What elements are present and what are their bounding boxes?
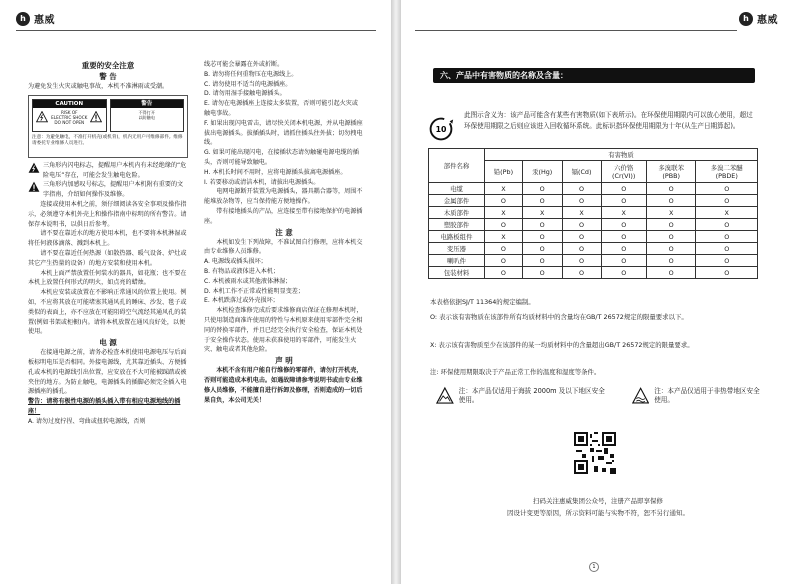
header-divider bbox=[16, 30, 376, 31]
table-cell: X bbox=[485, 183, 523, 195]
notice-intro: 本机如发生下列故障，不准试图自行修理，应将本机交由专业维修人员维修。 bbox=[204, 238, 363, 256]
declare-text: 本机不含有用户能自行维修的零部件，请勿打开机壳，否则可能造成本机电击。如遇故障请参考说明书或由专业维修人员维修，不能擅自进行拆卸及修理，否则造成的一切后果自负，本公司无关！ bbox=[204, 367, 363, 404]
power-item-a: A. 请勿过度拧捏、弯曲或扭转电源线，否则 bbox=[28, 417, 146, 425]
table-cell: O bbox=[562, 219, 601, 231]
notice-heading: 注 意 bbox=[275, 227, 293, 237]
table-cell: O bbox=[696, 243, 758, 255]
caution-label-box bbox=[28, 95, 188, 158]
lightning-symbol-text: 三角形内闪电标志，提醒用户本机内有未经绝缘的“危险电压”存在，可能会发生触电危险。 bbox=[43, 161, 187, 179]
lightning-triangle-icon bbox=[28, 162, 40, 174]
table-cell: O bbox=[646, 255, 696, 267]
table-cell: X bbox=[485, 231, 523, 243]
declare-heading: 声 明 bbox=[275, 356, 293, 366]
warning-label-line-1: 不得打开 bbox=[138, 109, 156, 115]
table-row-part: 电缆 bbox=[429, 183, 485, 195]
table-cell: X bbox=[485, 207, 523, 219]
exclamation-symbol-text: 三角形内加感叹号标志，提醒用户本机附有重要的文字指南，介绍如何操作及维修。 bbox=[43, 181, 184, 199]
altitude-note: 注：本产品仅适用于海拔 2000m 及以下地区安全使用。 bbox=[458, 386, 605, 404]
eco-period-text: 此图示含义为：该产品可能含有某些有害物质(如下表所示)。在环保使用期限内可以放心使用，超过环保使用期限之后则应该进入回收循环系统。此标识指环保使用期限为十年(从生产日期算起)。 bbox=[464, 111, 753, 130]
power-heading: 电 源 bbox=[99, 338, 117, 348]
table-cell: O bbox=[601, 219, 646, 231]
ground-para: 带有接地插头的产品，应连接至带有接地保护的电源插座。 bbox=[204, 207, 363, 225]
tropic-note-block bbox=[632, 386, 762, 406]
brand-logo-icon: h bbox=[16, 12, 30, 26]
table-cell: O bbox=[522, 243, 562, 255]
table-col-header: 多溴联苯 (PBB) bbox=[646, 161, 696, 183]
altitude-mountain-icon bbox=[436, 386, 454, 406]
altitude-note-block bbox=[436, 386, 606, 406]
safety-para: 连接或使用本机之前，须仔细阅读各安全事项及操作指示，必须遵守本机外壳上和操作指南中标明的所有警告。请保存本说明书，以供日后参考。 bbox=[28, 200, 187, 228]
table-cell: O bbox=[646, 231, 696, 243]
table-row-part: 变压器 bbox=[429, 243, 485, 255]
table-row-part: 喇叭件 bbox=[429, 255, 485, 267]
table-row bbox=[429, 243, 758, 255]
eco-period-intro bbox=[428, 110, 758, 142]
table-cell: O bbox=[485, 243, 523, 255]
table-col-header: 镉(Cd) bbox=[562, 161, 601, 183]
exclamation-triangle-icon bbox=[28, 181, 40, 193]
non-tropical-icon bbox=[632, 386, 649, 406]
caution-label-cn bbox=[110, 99, 185, 132]
table-header-group: 有害物质 bbox=[485, 149, 758, 161]
note-o: O: 表示该有害物质在该部件所有均质材料中的含量均在GB/T 26572规定的限量要求以下。 bbox=[430, 313, 688, 321]
safety-title: 重要的安全注意 bbox=[81, 61, 135, 70]
caution-label-en bbox=[32, 99, 107, 132]
table-col-header: 汞(Hg) bbox=[522, 161, 562, 183]
disconnect-para: 电网电源断开装置为电源插头，器具耦合器等，周围不能堆放杂物等，应当保持能方便地操作。 bbox=[204, 188, 363, 206]
table-row bbox=[429, 195, 758, 207]
table-cell: X bbox=[646, 207, 696, 219]
table-cell: X bbox=[696, 207, 758, 219]
table-cell: O bbox=[696, 267, 758, 279]
exclamation-triangle-icon bbox=[90, 111, 102, 123]
table-cell: O bbox=[646, 195, 696, 207]
table-cell: O bbox=[646, 219, 696, 231]
table-cell: O bbox=[696, 219, 758, 231]
warning-label-line-2: 以防触电 bbox=[138, 114, 156, 120]
safety-para: 本机上面严禁放置任何装水的器具，如花瓶；也不要在本机上放置任何形式的明火，如点亮的蜡烛。 bbox=[28, 269, 187, 287]
brand-header-left bbox=[16, 11, 55, 26]
table-cell: O bbox=[562, 267, 601, 279]
table-cell: O bbox=[601, 243, 646, 255]
table-cell: O bbox=[522, 267, 562, 279]
table-row bbox=[429, 183, 758, 195]
table-row bbox=[429, 267, 758, 279]
table-header-row bbox=[429, 149, 758, 161]
table-cell: O bbox=[485, 195, 523, 207]
table-row bbox=[429, 207, 758, 219]
left-page bbox=[0, 0, 391, 584]
fault-item: A. 电源线或插头损坏； bbox=[204, 258, 267, 266]
brand-header-right bbox=[739, 11, 778, 26]
table-cell: O bbox=[485, 219, 523, 231]
warning-heading: 警 告 bbox=[99, 72, 117, 81]
brand-name: 惠威 bbox=[757, 15, 778, 26]
table-cell: O bbox=[522, 255, 562, 267]
table-row bbox=[429, 219, 758, 231]
table-cell: X bbox=[601, 207, 646, 219]
table-cell: O bbox=[522, 195, 562, 207]
power-item: D. 请勿用湿手接触电源插头。 bbox=[204, 90, 286, 98]
table-cell: O bbox=[562, 231, 601, 243]
caution-label-note: 注意：为避免触电，不准打开机壳(或机背)，机内无用户可维修部件。维修请委托专业维修人员进行。 bbox=[32, 134, 183, 147]
table-header-part: 部件名称 bbox=[429, 149, 485, 183]
table-cell: O bbox=[696, 183, 758, 195]
table-cell: O bbox=[601, 183, 646, 195]
header-divider bbox=[415, 30, 737, 31]
safety-para: 请不要在靠近水的地方使用本机，也不要将本机淋湿或将任何液体滴落、溅到本机上。 bbox=[28, 230, 187, 248]
safety-para: 请不要在靠近任何热源（如散热器、暖气设备、炉灶或其它产生热量的设备）的地方安装和使用本机。 bbox=[28, 249, 187, 267]
safety-column-2 bbox=[204, 60, 364, 405]
table-row-part: 塑胶部件 bbox=[429, 219, 485, 231]
table-cell: O bbox=[601, 267, 646, 279]
brand-logo-icon: h bbox=[739, 12, 753, 26]
environmental-period-10-icon bbox=[428, 116, 454, 142]
table-cell: O bbox=[485, 267, 523, 279]
table-row-part: 电路板组件 bbox=[429, 231, 485, 243]
note-x: X: 表示该有害物质至少在该部件的某一均质材料中的含量超出GB/T 26572规定的限量要求。 bbox=[430, 341, 694, 349]
warning-label-header: 警告 bbox=[111, 100, 184, 108]
tropic-note: 注：本产品仅适用于非热带地区安全使用。 bbox=[654, 386, 760, 404]
fault-item: E. 本机跌落过或外壳损坏； bbox=[204, 297, 279, 305]
standard-note: 本表格依据SJ/T 11364的规定编制。 bbox=[430, 298, 535, 306]
table-cell: O bbox=[646, 243, 696, 255]
table-cell: O bbox=[646, 267, 696, 279]
table-col-header: 六价铬 (Cr(VI)) bbox=[601, 161, 646, 183]
power-item: C. 请勿使用不适当的电源插座。 bbox=[204, 80, 292, 88]
table-cell: O bbox=[696, 231, 758, 243]
section-title-bar: 六、产品中有害物质的名称及含量： bbox=[433, 68, 755, 83]
table-row-part: 金属部件 bbox=[429, 195, 485, 207]
power-warning: 警告：请将有极性电源的插头插入带有相应电源地线的插座！ bbox=[28, 398, 181, 415]
power-item: E. 请勿在电源插座上连接太多装置，否则可能引起火灾或触电事故。 bbox=[204, 100, 358, 117]
hazardous-substance-table bbox=[428, 148, 758, 279]
table-cell: O bbox=[601, 255, 646, 267]
table-cell: O bbox=[696, 195, 758, 207]
table-cell: O bbox=[696, 255, 758, 267]
table-cell: O bbox=[601, 231, 646, 243]
power-item: G. 如果可能出现闪电，在接插状态请勿触碰电源电缆的插头，否则可能导致触电。 bbox=[204, 149, 359, 166]
warning-text: 为避免发生火灾或触电事故，本机不准淋雨或受潮。 bbox=[28, 83, 169, 90]
table-row-part: 包装材料 bbox=[429, 267, 485, 279]
table-cell: X bbox=[522, 207, 562, 219]
fault-item: B. 有物品或液体进入本机； bbox=[204, 267, 280, 275]
safety-column-1 bbox=[28, 60, 188, 427]
caution-line-2: ELECTRIC SHOCK bbox=[51, 114, 88, 120]
table-cell: O bbox=[522, 219, 562, 231]
power-item: 线芯可能会暴露在外或折断。 bbox=[204, 61, 284, 68]
power-para: 在接通电源之前，请务必检查本机使用电源电压与后面板标明电压是否相同。外接电源线，尤其靠近插头、方便插孔或本机的电源线引出位置，应安放在不大可能被踩踏或被夹住的地方。为防止触电，电源插头的插脚必须完全插入电源插座的插孔。 bbox=[28, 349, 187, 396]
table-cell: O bbox=[646, 183, 696, 195]
table-row-part: 木质部件 bbox=[429, 207, 485, 219]
table-row bbox=[429, 231, 758, 243]
period-number: 10 bbox=[435, 125, 447, 135]
table-cell: O bbox=[562, 195, 601, 207]
brand-name: 惠威 bbox=[34, 15, 55, 26]
table-cell: O bbox=[485, 255, 523, 267]
table-cell: O bbox=[522, 183, 562, 195]
page-number: 1 bbox=[589, 562, 599, 572]
table-cell: O bbox=[562, 183, 601, 195]
env-note: 注: 环保使用期限取决于产品正常工作的温度和湿度等条件。 bbox=[430, 368, 601, 376]
footer-disclaimer: 因设计变更等原因，所示资料可能与实物不符，恕不另行通知。 bbox=[507, 509, 689, 517]
table-cell: O bbox=[562, 243, 601, 255]
table-cell: X bbox=[562, 207, 601, 219]
caution-line-3: DO NOT OPEN bbox=[54, 119, 85, 125]
power-item: F. 如果出现闪电雷击，请尽快关闭本机电源，并从电源插座拔出电源插头。拔插插头时，请抓住插头往外拔；切勿拽电线。 bbox=[204, 119, 363, 147]
table-cell: O bbox=[562, 255, 601, 267]
caution-line-1: RISK OF bbox=[60, 109, 78, 115]
table-cell: O bbox=[601, 195, 646, 207]
power-item: H. 本机长时间不用时，应将电源插头拔离电源插座。 bbox=[204, 168, 347, 176]
table-cell: O bbox=[522, 231, 562, 243]
table-row bbox=[429, 255, 758, 267]
fault-item: D. 本机工作不正常或性能明显变差； bbox=[204, 287, 304, 295]
table-col-header: 铅(Pb) bbox=[485, 161, 523, 183]
power-item: I. 若要移动或清洁本机，请拔出电源插头。 bbox=[204, 178, 320, 186]
book-gutter bbox=[391, 0, 401, 584]
repair-para: 本机检查维修完成后要求维修商店保证在修理本机时，只使用制造商准许使用的特性与本机原来使用零部件完全相同的替换零部件，并且已经完全执行安全检查，保证本机处于安全操作状态。使用未获准使用的零部件，可能发生火灾、触电或者其他危险。 bbox=[204, 307, 363, 354]
lightning-triangle-icon bbox=[36, 111, 48, 123]
safety-para: 本机应安装或放置在不影响正常通风的位置上使用。例如，不应将其放在可能堵塞其通风孔的睡床、沙发、毯子或类似的表面上，亦不应放在可能阻碍空气流经其通风孔的装置(例如书架或柜橱)内。请将本机放置在通风良好处，以便使用。 bbox=[28, 289, 187, 336]
caution-header: CAUTION bbox=[33, 100, 106, 108]
power-item: B. 请勿将任何重物压在电源线上。 bbox=[204, 70, 298, 78]
fault-item: C. 本机被雨水或其他液体淋湿； bbox=[204, 277, 292, 285]
wechat-qr-code[interactable] bbox=[574, 432, 616, 474]
table-col-header: 多溴二苯醚 (PBDE) bbox=[696, 161, 758, 183]
footer-qr-text: 扫码关注惠威集团公众号，注册产品即享保修 bbox=[533, 497, 663, 505]
